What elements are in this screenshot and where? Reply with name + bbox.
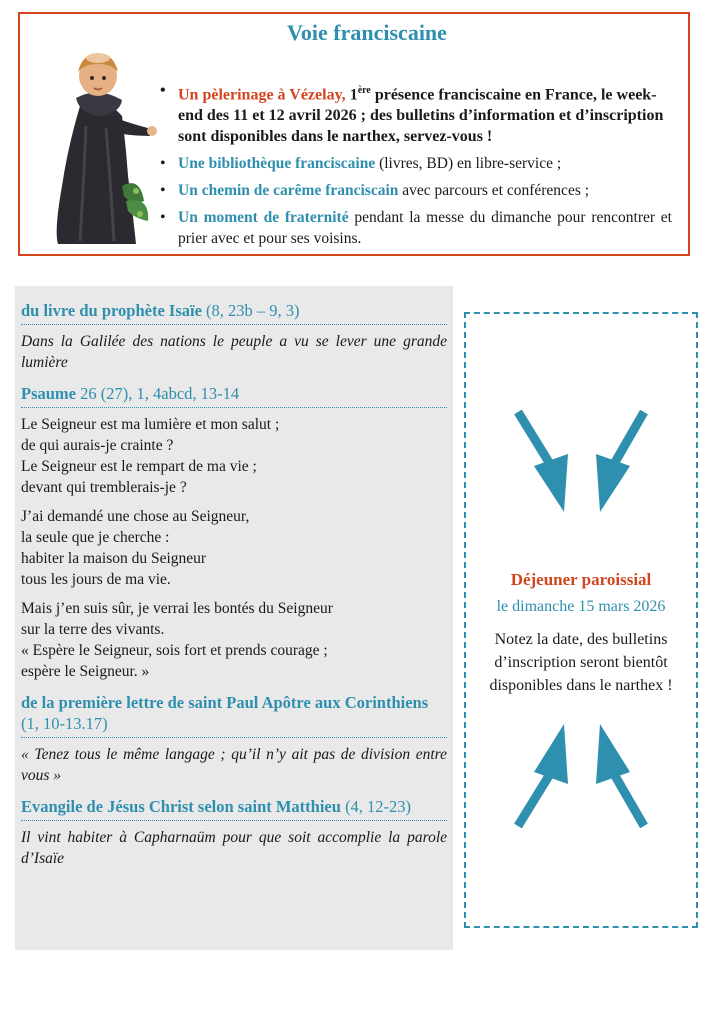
gospel-quote: Il vint habiter à Capharnaüm pour que soit accomplie la parole d’Isaïe	[21, 829, 447, 867]
event-title: Déjeuner paroissial	[510, 570, 652, 589]
psalm-line: J’ai demandé une chose au Seigneur,	[21, 508, 250, 525]
psalm-heading	[21, 383, 447, 404]
arrow-up-right-icon	[518, 724, 568, 826]
psalm-line: tous les jours de ma vie.	[21, 571, 171, 588]
arrow-up-left-icon	[596, 724, 644, 826]
franciscan-news-box	[18, 12, 690, 256]
first-reading-title: du livre du prophète Isaïe	[21, 301, 202, 320]
second-reading-heading	[21, 692, 447, 734]
second-reading-title: de la première lettre de saint Paul Apôtre aux Corinthiens	[21, 693, 429, 712]
psalm-line: de qui aurais-je crainte ?	[21, 437, 174, 454]
second-reading-ref: (1, 10-13.17)	[21, 714, 108, 733]
bullet-icon: •	[160, 155, 166, 173]
pilgrimage-ordinal: 1	[345, 86, 358, 104]
first-reading-quote: Dans la Galilée des nations le peuple a vu se lever une grande lumière	[21, 333, 447, 371]
news-list	[162, 80, 672, 255]
psalm-line: devant qui tremblerais-je ?	[21, 479, 187, 496]
fraternity-highlight: Un moment de fraternité	[178, 209, 349, 227]
library-highlight: Une bibliothèque franciscaine	[178, 155, 376, 173]
arrow-down-left-icon	[596, 412, 644, 512]
library-text: (livres, BD) en libre-service ;	[375, 155, 562, 173]
event-date: le dimanche 15 mars 2026	[496, 598, 666, 615]
arrows-graphic	[466, 314, 696, 926]
first-reading-ref: (8, 23b – 9, 3)	[206, 301, 300, 320]
event-note: Notez la date, des bulletins d’inscription seront bientôt disponibles dans le narthex !	[489, 631, 673, 694]
lent-path-text: avec parcours et conférences ;	[398, 182, 590, 200]
bullet-icon: •	[160, 82, 166, 99]
psalm-stanza-1	[21, 414, 447, 498]
news-item-fraternity	[162, 207, 672, 249]
gospel-ref: (4, 12-23)	[345, 797, 412, 816]
divider	[21, 737, 447, 738]
bullet-icon: •	[160, 209, 166, 227]
psalm-stanza-3	[21, 598, 447, 682]
bullet-icon: •	[160, 182, 166, 200]
psalm-line: sur la terre des vivants.	[21, 621, 165, 638]
psalm-line: « Espère le Seigneur, sois fort et prends courage ;	[21, 642, 328, 659]
psalm-line: la seule que je cherche :	[21, 529, 170, 546]
gospel-title: Evangile de Jésus Christ selon saint Matthieu	[21, 797, 341, 816]
psalm-stanza-2	[21, 506, 447, 590]
first-reading-heading	[21, 300, 447, 321]
readings-panel	[15, 286, 453, 950]
divider	[21, 820, 447, 821]
lent-path-highlight: Un chemin de carême franciscain	[178, 182, 399, 200]
parish-lunch-box	[464, 312, 698, 928]
second-reading-quote: « Tenez tous le même langage ; qu’il n’y ait pas de division entre vous »	[21, 746, 447, 784]
pilgrimage-highlight: Un pèlerinage à Vézelay,	[178, 86, 346, 104]
psalm-line: Le Seigneur est ma lumière et mon salut ;	[21, 416, 280, 433]
psalm-line: habiter la maison du Seigneur	[21, 550, 207, 567]
psalm-line: espère le Seigneur. »	[21, 663, 150, 680]
news-title: Voie franciscaine	[287, 20, 447, 45]
divider	[21, 407, 447, 408]
news-item-library	[162, 153, 672, 174]
pilgrimage-ordinal-sup: ère	[357, 85, 371, 96]
gospel-heading	[21, 796, 447, 817]
psalm-line: Le Seigneur est le rempart de ma vie ;	[21, 458, 257, 475]
friar-illustration	[40, 36, 170, 248]
news-item-pilgrimage	[162, 80, 672, 147]
arrow-down-right-icon	[518, 412, 568, 512]
psalm-line: Mais j’en suis sûr, je verrai les bontés du Seigneur	[21, 600, 333, 617]
pilgrimage-text: présence franciscaine en France, le week-end des 11 et 12 avril 2026 ; des bulletins d’information et d’inscription sont disponibles dans le narthex, servez-vous !	[178, 86, 664, 146]
psalm-ref: 26 (27), 1, 4abcd, 13-14	[80, 384, 240, 403]
news-item-lent-path	[162, 180, 672, 201]
divider	[21, 324, 447, 325]
psalm-title: Psaume	[21, 384, 76, 403]
fraternity-text: pendant la messe du dimanche pour rencontrer et prier avec et pour ses voisins.	[178, 209, 672, 248]
